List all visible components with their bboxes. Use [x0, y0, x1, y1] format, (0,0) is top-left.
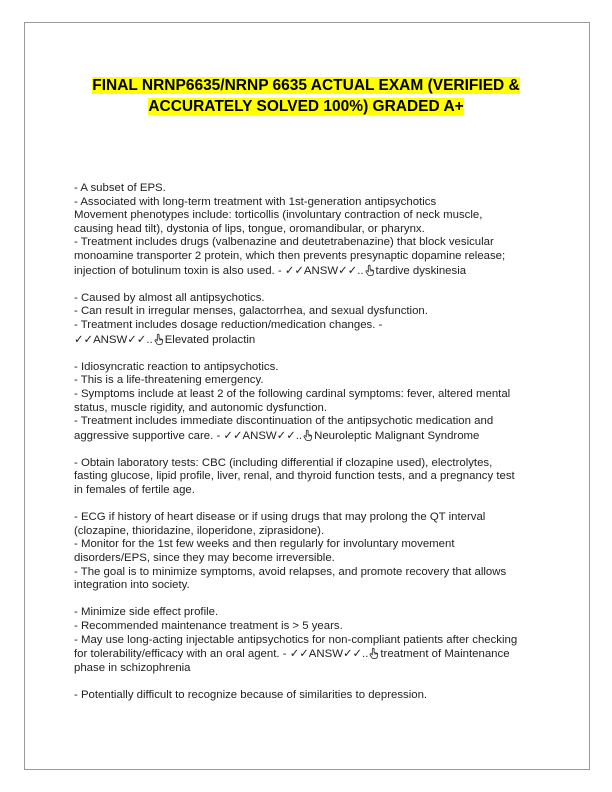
text-line: - Potentially difficult to recognize because of similarities to depression. — [74, 688, 428, 701]
answer-lead: injection of botulinum toxin is also used. - — [74, 264, 285, 277]
text-line: integration into society. — [74, 579, 190, 592]
answer-text: Elevated prolactin — [164, 333, 256, 346]
pointing-hand-icon — [303, 429, 313, 441]
text-line: - ECG if history of heart disease or if using drugs that may prolong the QT interval — [74, 511, 486, 524]
text-line: - Monitor for the 1st few weeks and then regularly for involuntary movement — [74, 538, 455, 551]
answer-marker: ✓✓ANSW✓✓.. — [223, 429, 303, 442]
qa-section — [74, 292, 554, 347]
qa-section — [74, 606, 554, 675]
pointing-hand-icon — [365, 264, 375, 276]
text-line: - This is a life-threatening emergency. — [74, 374, 264, 387]
text-line: monoamine transporter 2 protein, which then prevents presynaptic dopamine release; — [74, 249, 506, 262]
text-line: - A subset of EPS. — [74, 182, 166, 194]
title-line-2: ACCURATELY SOLVED 100%) GRADED A+ — [148, 98, 464, 115]
answer-tail: phase in schizophrenia — [74, 661, 191, 674]
qa-section — [74, 457, 554, 498]
page-title — [40, 75, 572, 117]
pointing-hand-icon — [154, 333, 164, 345]
answer-text: tardive dyskinesia — [375, 264, 467, 277]
text-line: - Can result in irregular menses, galactorrhea, and sexual dysfunction. — [74, 305, 428, 318]
text-line: Movement phenotypes include: torticollis (involuntary contraction of neck muscle, — [74, 209, 483, 222]
text-line: causing head tilt), dystonia of lips, tongue, oromandibular, or pharynx. — [74, 222, 425, 235]
answer-line — [74, 264, 554, 279]
answer-text: treatment of Maintenance — [380, 648, 510, 661]
text-line: in females of fertile age. — [74, 484, 195, 497]
text-line: (clozapine, thioridazine, iloperidone, ziprasidone). — [74, 524, 325, 537]
text-line: - Treatment includes dosage reduction/medication changes. - — [74, 318, 383, 331]
text-line: - Treatment includes immediate discontinuation of the antipsychotic medication and — [74, 415, 494, 428]
title-line-1: FINAL NRNP6635/NRNP 6635 ACTUAL EXAM (VERIFIED & — [92, 77, 520, 94]
text-line: - Treatment includes drugs (valbenazine and deutetrabenazine) that block vesicular — [74, 236, 494, 249]
answer-text: Neuroleptic Malignant Syndrome — [314, 429, 480, 442]
text-line: fasting glucose, lipid profile, liver, renal, and thyroid function tests, and a pregnancy test — [74, 470, 515, 483]
text-line: - Recommended maintenance treatment is > 5 years. — [74, 620, 343, 632]
qa-section — [74, 361, 554, 444]
answer-marker: ✓✓ANSW✓✓.. — [289, 648, 369, 661]
answer-lead: for tolerability/efficacy with an oral agent. - — [74, 648, 290, 661]
text-line: - Minimize side effect profile. — [74, 606, 219, 619]
text-line: - Symptoms include at least 2 of the following cardinal symptoms: fever, altered mental — [74, 387, 511, 400]
qa-section — [74, 689, 554, 703]
answer-lead: aggressive supportive care. - — [74, 429, 224, 442]
answer-line — [74, 429, 554, 444]
text-line: - May use long-acting injectable antipsychotics for non-compliant patients after checking — [74, 633, 518, 646]
qa-section — [74, 511, 554, 593]
answer-line — [74, 333, 554, 348]
answer-line — [74, 647, 554, 662]
text-line: - Idiosyncratic reaction to antipsychotics. — [74, 360, 279, 373]
text-line: - Associated with long-term treatment with 1st-generation antipsychotics — [74, 195, 437, 208]
qa-section — [74, 182, 554, 278]
text-line: status, muscle rigidity, and autonomic dysfunction. — [74, 401, 328, 414]
text-line: - The goal is to minimize symptoms, avoid relapses, and promote recovery that allows — [74, 565, 507, 578]
document-body — [74, 182, 554, 716]
text-line: - Caused by almost all antipsychotics. — [74, 291, 265, 304]
text-line: disorders/EPS, since they may become irreversible. — [74, 552, 335, 565]
answer-marker: ✓✓ANSW✓✓.. — [284, 264, 364, 277]
answer-marker: ✓✓ANSW✓✓.. — [74, 333, 153, 346]
pointing-hand-icon — [369, 647, 379, 659]
text-line: - Obtain laboratory tests: CBC (including differential if clozapine used), electrolytes, — [74, 456, 493, 469]
